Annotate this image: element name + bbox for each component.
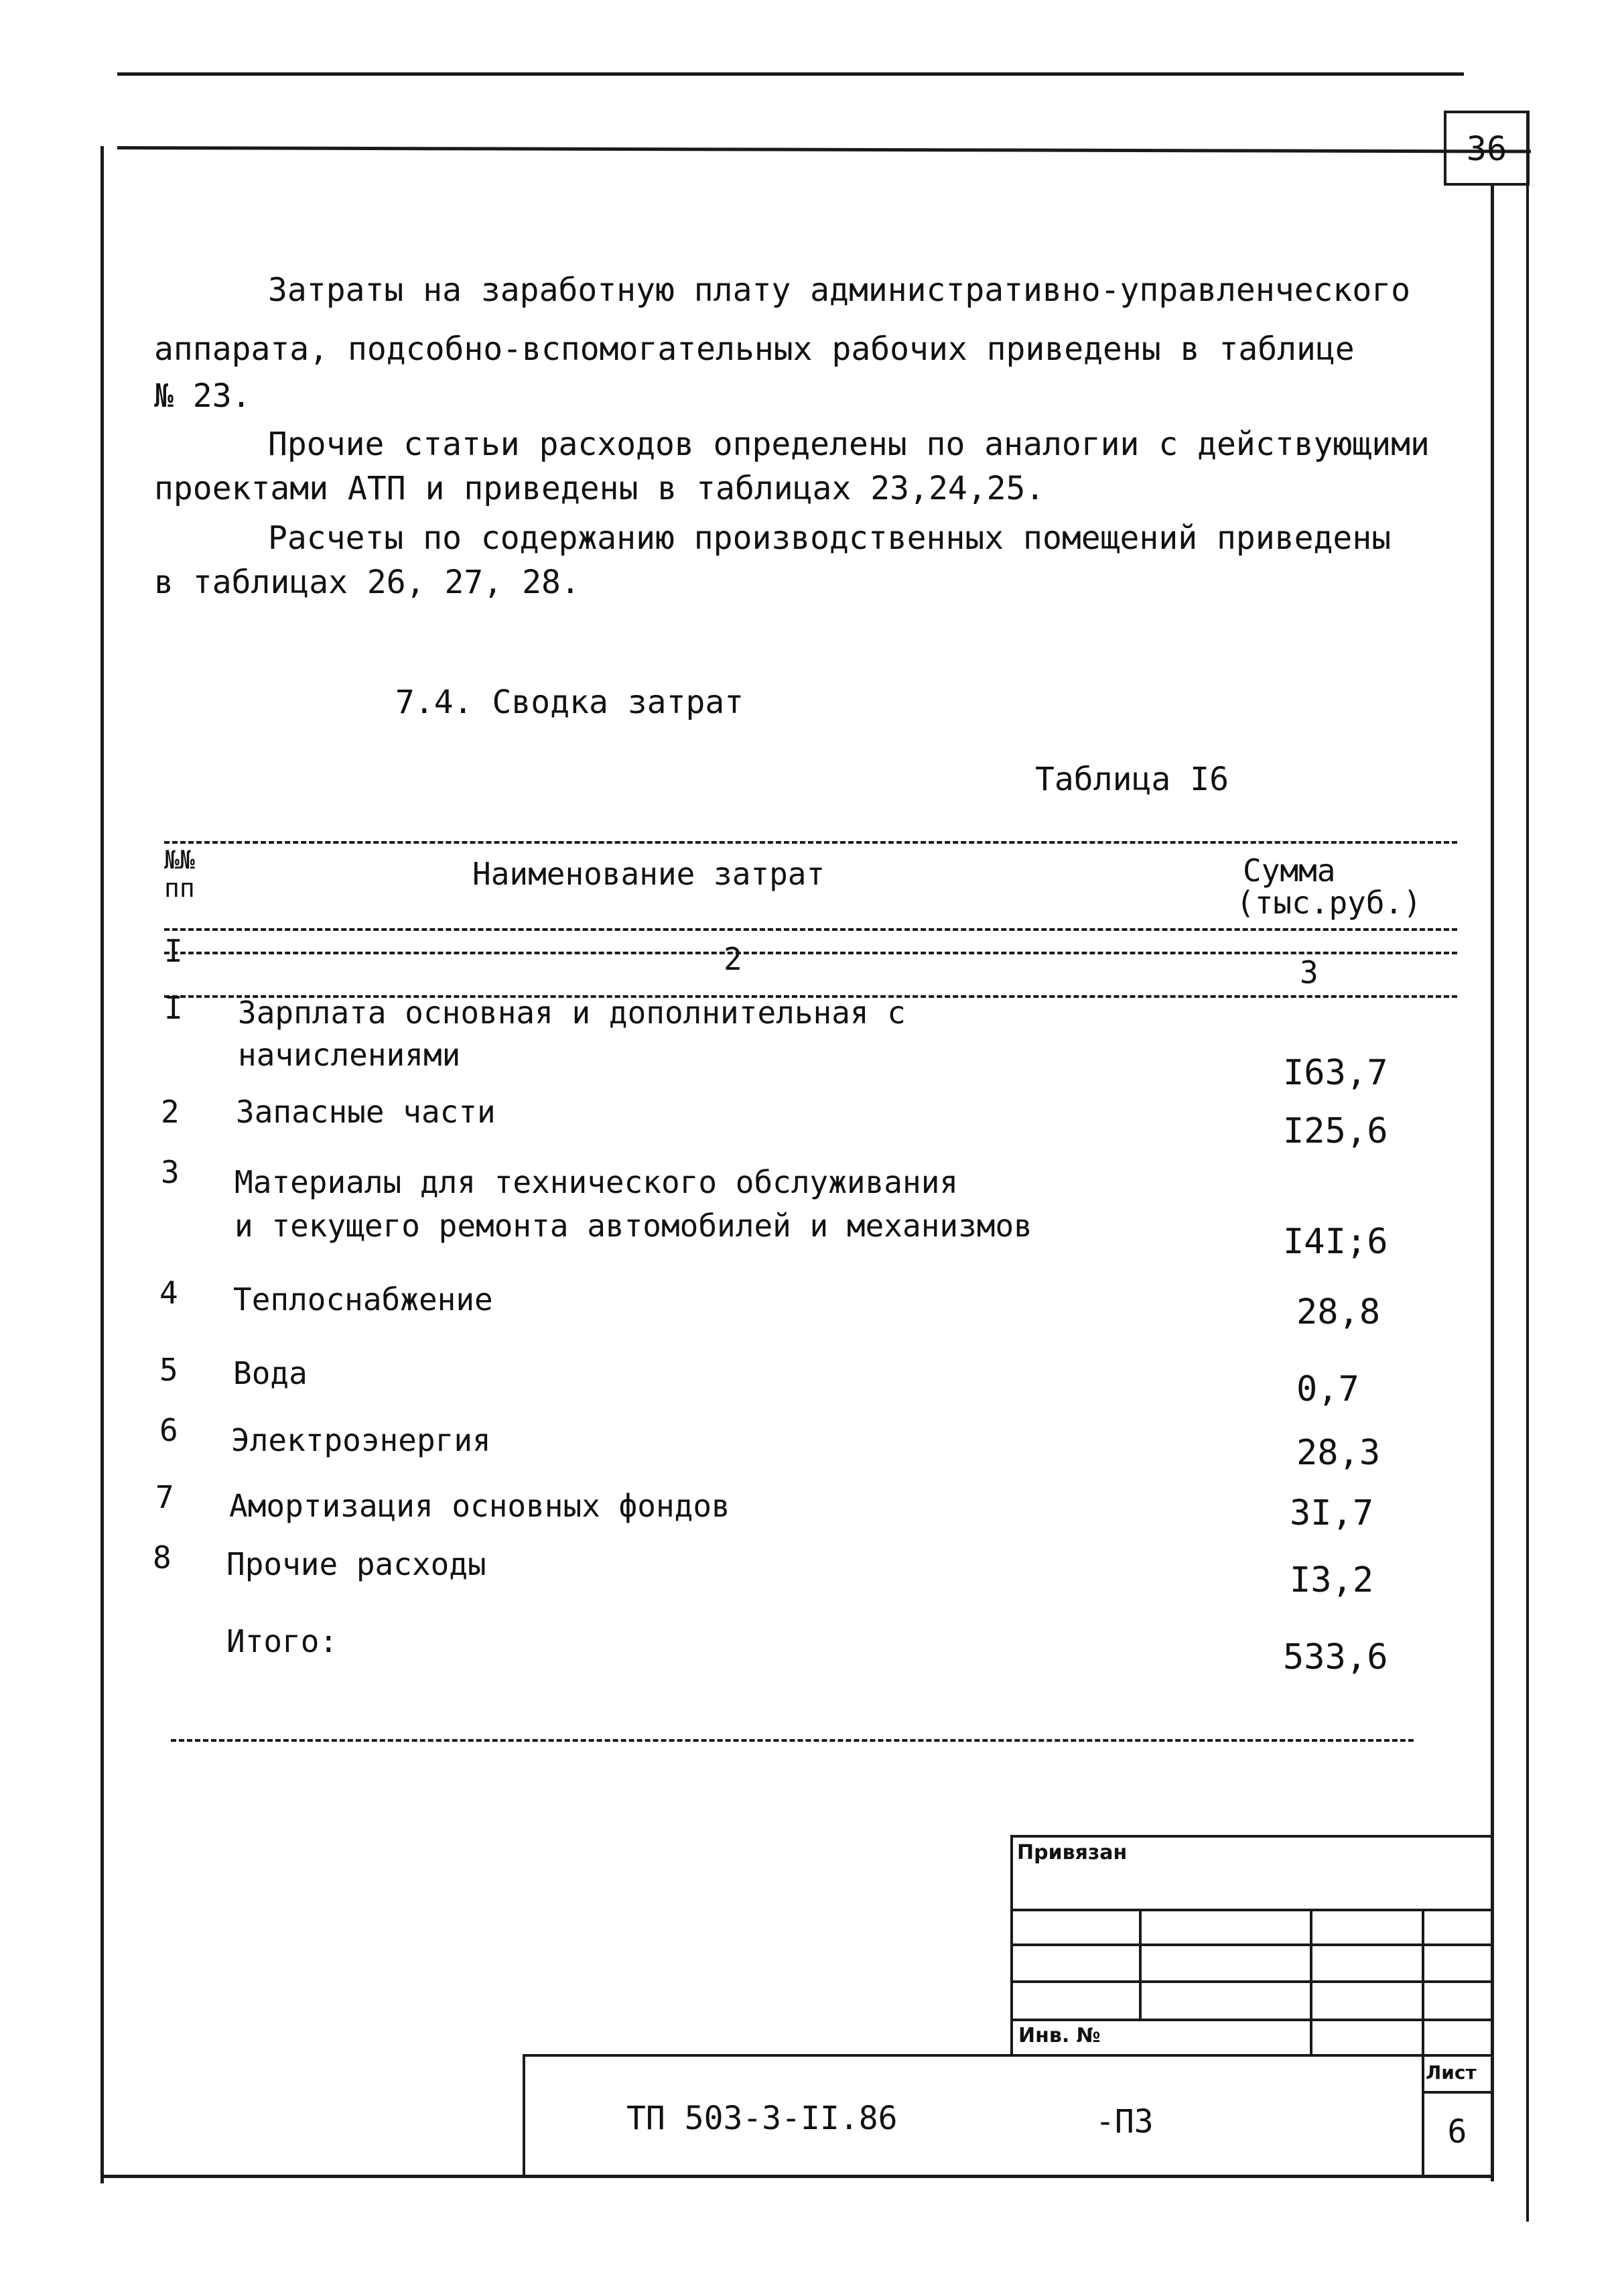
row-1-name-line-2: начислениями <box>238 1037 461 1073</box>
sheet-hline <box>1422 2091 1493 2094</box>
row-4-name-line-1: Теплоснабжение <box>233 1281 493 1318</box>
row-1-name-line-1: Зарплата основная и дополнительная с <box>238 995 906 1031</box>
doc-suffix: -ПЗ <box>1095 2103 1154 2141</box>
header-sum-line1: Сумма <box>1243 852 1336 889</box>
sheet-label: Лист <box>1426 2061 1477 2084</box>
header-num: №№ пп <box>164 845 195 903</box>
row-2-name-line-1: Запасные части <box>236 1094 496 1130</box>
row-6-name-line-1: Электроэнергия <box>231 1422 491 1458</box>
row-7-sum: 3I,7 <box>1290 1493 1374 1533</box>
frame-left <box>100 146 104 2183</box>
total-value: 533,6 <box>1283 1637 1388 1677</box>
stamp-vline-2 <box>1310 1909 1312 2056</box>
paragraph-2-line-1: Прочие статьи расходов определены по аналогии с действующими <box>268 426 1430 463</box>
row-5-sum: 0,7 <box>1296 1369 1359 1409</box>
row-4-sum: 28,8 <box>1296 1292 1381 1332</box>
column-number-2: 2 <box>724 941 742 977</box>
paragraph-2-line-2: проектами АТП и приведены в таблицах 23,24,25. <box>154 470 1045 507</box>
stamp-top <box>1010 1835 1493 1838</box>
outer-right <box>1526 111 1529 2222</box>
table-top-rule <box>164 841 1457 844</box>
sheet-number: 6 <box>1447 2113 1467 2151</box>
page-number: 36 <box>1466 129 1507 168</box>
code-block-top <box>523 2054 1494 2057</box>
row-8-sum: I3,2 <box>1290 1560 1374 1600</box>
row-5-num: 5 <box>159 1352 178 1388</box>
top-rule <box>117 72 1464 76</box>
row-2-num: 2 <box>161 1094 180 1130</box>
row-8-name-line-1: Прочие расходы <box>226 1546 486 1582</box>
frame-right <box>1491 184 1494 2181</box>
stamp-hline-1 <box>1010 1909 1493 1911</box>
row-8-num: 8 <box>153 1539 172 1576</box>
paragraph-3-line-2: в таблицах 26, 27, 28. <box>154 564 580 601</box>
row-7-name-line-1: Амортизация основных фондов <box>229 1488 730 1524</box>
row-3-num: 3 <box>161 1154 180 1190</box>
frame-top <box>117 146 1531 153</box>
code-block-left <box>523 2054 525 2176</box>
row-1-num: I <box>164 990 183 1026</box>
stamp-hline-4 <box>1010 2019 1493 2021</box>
row-1-sum: I63,7 <box>1283 1053 1388 1093</box>
section-title: 7.4. Сводка затрат <box>395 684 744 721</box>
privyazan-label: Привязан <box>1017 1841 1128 1864</box>
row-2-sum: I25,6 <box>1283 1111 1388 1151</box>
header-bottom-rule <box>164 928 1457 931</box>
stamp-vline-1 <box>1139 1909 1142 2019</box>
header-name: Наименование затрат <box>472 856 825 892</box>
row-7-num: 7 <box>155 1479 174 1515</box>
table-bottom-rule <box>171 1739 1414 1742</box>
stamp-hline-2 <box>1010 1943 1493 1946</box>
paragraph-1-line-2: аппарата, подсобно-вспомогательных рабочих приведены в таблице <box>154 330 1355 368</box>
row-6-num: 6 <box>159 1412 178 1448</box>
row-3-name-line-1: Материалы для технического обслуживания <box>234 1164 959 1200</box>
column-number-1: I <box>164 933 183 969</box>
row-4-num: 4 <box>159 1275 178 1311</box>
paragraph-1-line-1: Затраты на заработную плату административно-управленческого <box>268 271 1411 309</box>
paragraph-3-line-1: Расчеты по содержанию производственных помещений приведены <box>268 519 1392 557</box>
doc-code: ТП 503-3-II.86 <box>626 2100 898 2137</box>
row-5-name-line-1: Вода <box>233 1355 308 1391</box>
header-sum-line2: (тыс.руб.) <box>1236 885 1422 921</box>
table-caption: Таблица I6 <box>1035 761 1229 798</box>
frame-bottom <box>100 2175 1494 2178</box>
row-6-sum: 28,3 <box>1296 1433 1381 1473</box>
column-numbers-rule-1 <box>164 952 1457 954</box>
column-number-3: 3 <box>1300 954 1319 991</box>
total-label: Итого: <box>226 1623 338 1659</box>
inv-label: Инв. № <box>1018 2024 1101 2047</box>
stamp-hline-3 <box>1010 1980 1493 1983</box>
paragraph-1-line-3: № 23. <box>154 377 251 415</box>
row-3-name-line-2: и текущего ремонта автомобилей и механизмов <box>234 1208 1032 1244</box>
row-3-sum: I4I;6 <box>1283 1222 1388 1262</box>
